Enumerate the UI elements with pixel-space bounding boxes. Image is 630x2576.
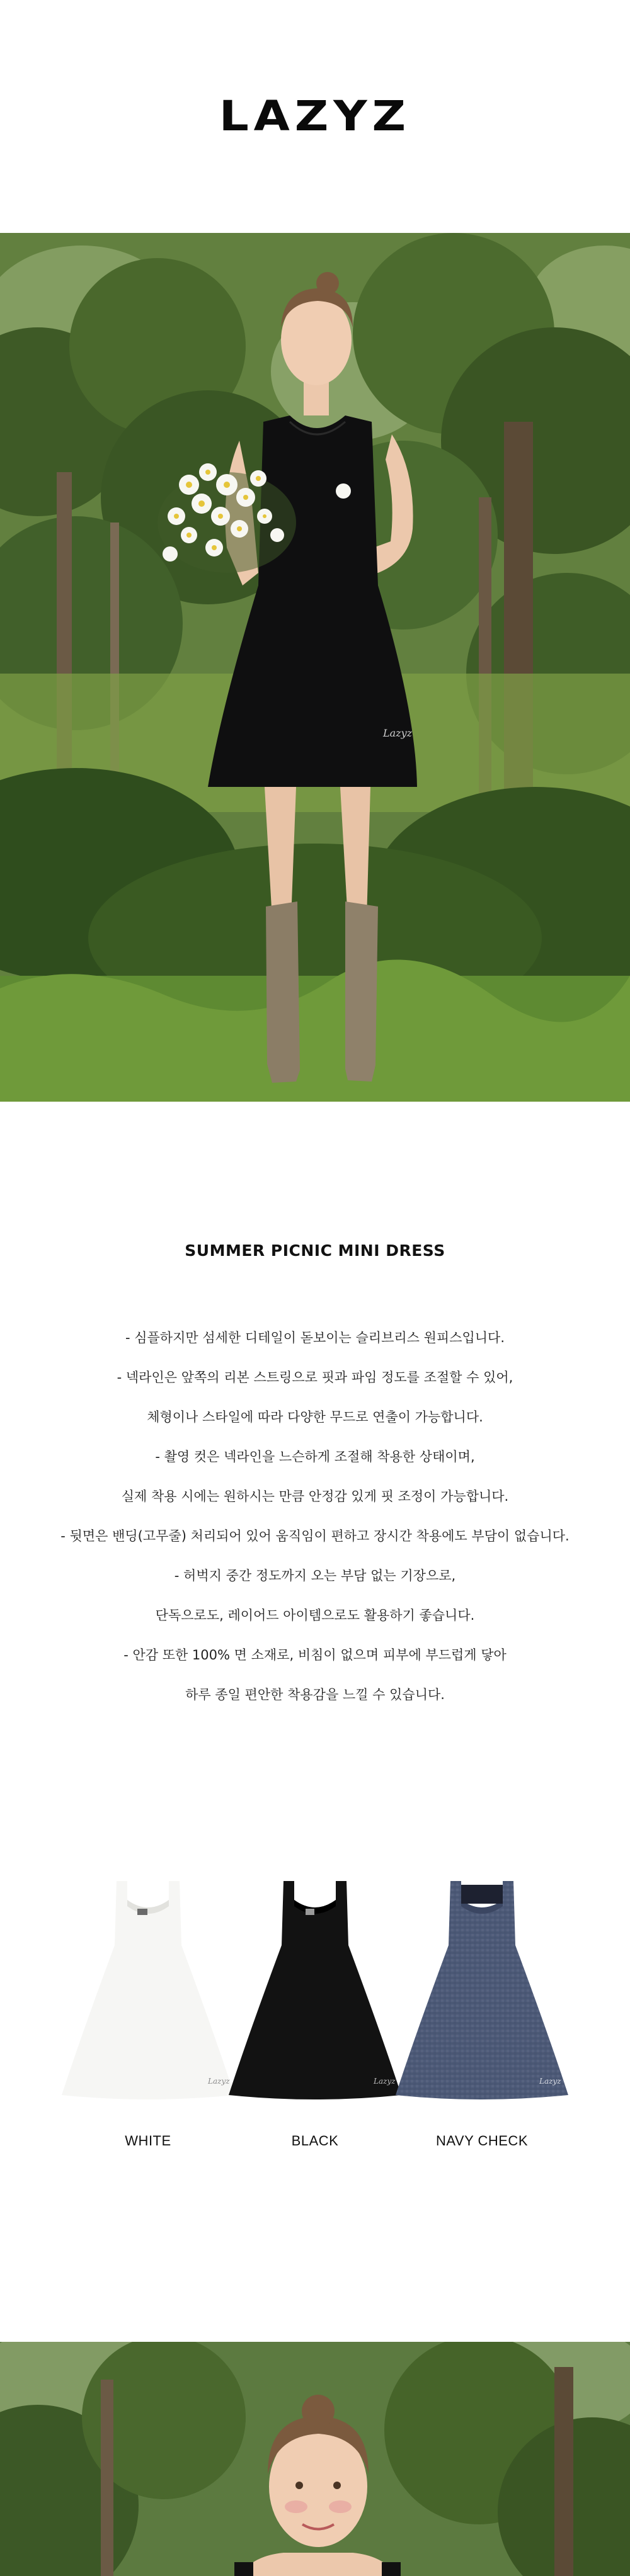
dress-logo-print: Lazyz bbox=[208, 2077, 230, 2086]
description-line: 단독으로도, 레이어드 아이템으로도 활용하기 좋습니다. bbox=[155, 1608, 475, 1623]
description-line: - 심플하지만 섬세한 디테일이 돋보이는 슬리브리스 원피스입니다. bbox=[125, 1330, 505, 1345]
detail-photo bbox=[0, 2342, 630, 2576]
color-label-black: BLACK bbox=[291, 2133, 339, 2149]
color-label-white: WHITE bbox=[125, 2133, 171, 2149]
color-swatch-black[interactable] bbox=[224, 1876, 406, 2149]
description-line: 하루 종일 편안한 착용감을 느낄 수 있습니다. bbox=[185, 1687, 445, 1702]
description-line: 실제 착용 시에는 원하시는 만큼 안정감 있게 핏 조정이 가능합니다. bbox=[121, 1489, 509, 1504]
color-label-navy-check: NAVY CHECK bbox=[435, 2133, 528, 2149]
description-line: 체형이나 스타일에 따라 다양한 무드로 연출이 가능합니다. bbox=[147, 1409, 483, 1425]
dress-logo-print: Lazyz bbox=[374, 2077, 396, 2086]
product-title: SUMMER PICNIC MINI DRESS bbox=[185, 1241, 445, 1260]
description-line: - 안감 또한 100% 면 소재로, 비침이 없으며 피부에 부드럽게 닿아 bbox=[123, 1647, 507, 1663]
description-line: - 뒷면은 밴딩(고무줄) 처리되어 있어 움직임이 편하고 장시간 착용에도 부담이 없습니다. bbox=[60, 1528, 570, 1544]
hero-photo-illustration bbox=[0, 233, 630, 1102]
description-line: - 허벅지 중간 정도까지 오는 부담 없는 기장으로, bbox=[174, 1568, 456, 1583]
dress-black-image bbox=[224, 1876, 406, 2128]
dress-logo-print: Lazyz bbox=[383, 727, 413, 739]
color-swatch-navy-check[interactable] bbox=[391, 1876, 573, 2149]
product-description bbox=[0, 1318, 630, 1715]
detail-photo-illustration bbox=[0, 2342, 630, 2576]
color-swatch-white[interactable] bbox=[57, 1876, 239, 2149]
dress-white-image bbox=[57, 1876, 239, 2128]
color-options bbox=[0, 1876, 630, 2166]
dress-logo-print: Lazyz bbox=[539, 2077, 561, 2086]
description-line: - 촬영 컷은 넥라인을 느슨하게 조절해 착용한 상태이며, bbox=[155, 1449, 475, 1464]
dress-navy-check-image bbox=[391, 1876, 573, 2128]
brand-logo[interactable]: LAZYZ bbox=[219, 92, 411, 140]
description-line: - 넥라인은 앞쪽의 리본 스트링으로 핏과 파임 정도를 조절할 수 있어, bbox=[117, 1370, 513, 1385]
hero-photo bbox=[0, 233, 630, 1102]
brand-header bbox=[0, 0, 630, 233]
